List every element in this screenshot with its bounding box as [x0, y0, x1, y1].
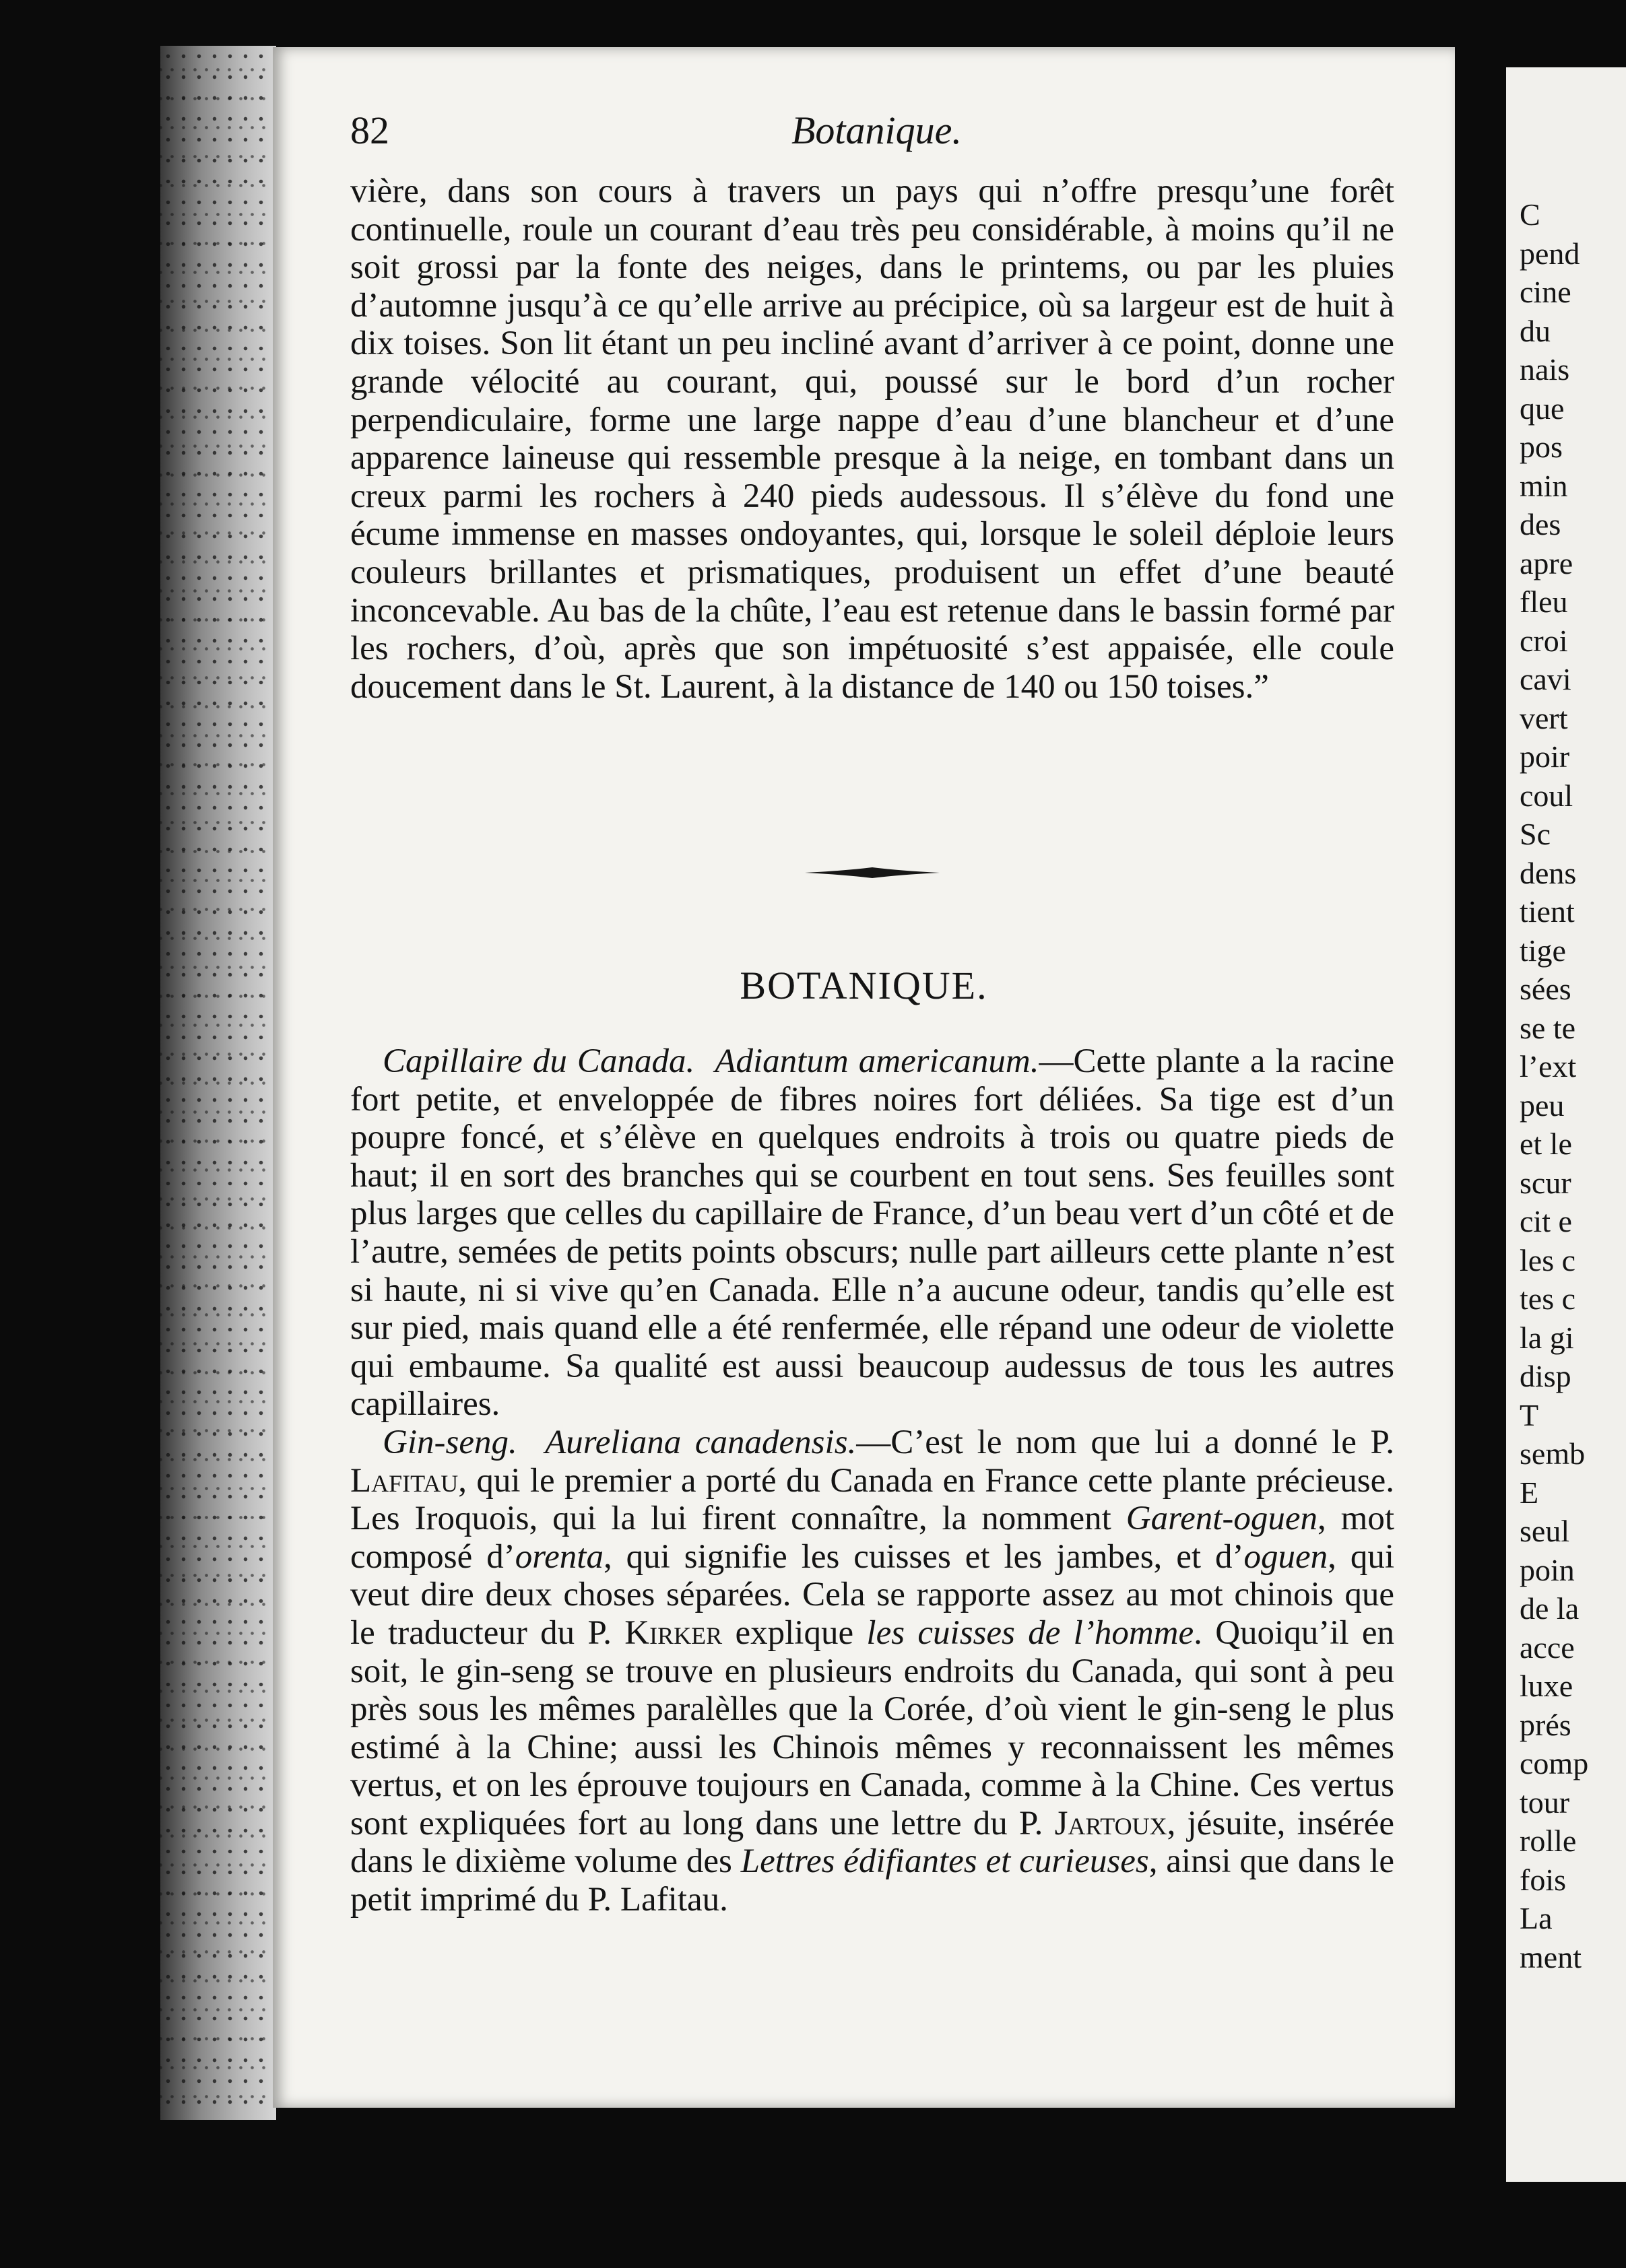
facing-page-fragment: et le	[1520, 1127, 1572, 1161]
person-name: Kirker	[624, 1613, 723, 1652]
italic-term: Lettres édifiantes et curieuses	[740, 1842, 1149, 1881]
facing-page-fragment: E	[1520, 1475, 1539, 1510]
facing-page-fragment: sées	[1520, 972, 1571, 1006]
facing-page-fragment: tour	[1520, 1785, 1570, 1820]
facing-page-fragment: peu	[1520, 1088, 1565, 1123]
facing-page-fragment: cine	[1520, 275, 1571, 309]
entry-common-name: Gin-seng.	[383, 1423, 517, 1461]
facing-page-fragment: scur	[1520, 1165, 1571, 1200]
entry-common-name: Capillaire du Canada.	[383, 1042, 695, 1080]
facing-page-fragment: vert	[1520, 700, 1568, 735]
section-separator-ornament	[805, 865, 940, 881]
botanical-entries	[350, 1042, 1394, 1919]
facing-page-fragment: comp	[1520, 1746, 1589, 1780]
italic-term: oguen	[1243, 1537, 1328, 1576]
facing-page-fragment: du	[1520, 313, 1551, 348]
facing-page-fragment: que	[1520, 391, 1565, 426]
facing-page-fragment: dens	[1520, 855, 1577, 890]
entry-text: —C’est le nom que lui a donné le P.	[856, 1423, 1395, 1461]
facing-page-fragment: tige	[1520, 933, 1566, 968]
facing-page-fragment: min	[1520, 468, 1568, 503]
facing-page-fragment: poir	[1520, 739, 1570, 774]
facing-page-fragment: cavi	[1520, 662, 1571, 696]
facing-page-fragment: poin	[1520, 1552, 1575, 1587]
entry-latin-name: Adiantum americanum.	[715, 1042, 1039, 1080]
entry-text: , ainsi que dans le petit imprimé du P. Lafitau.	[350, 1842, 1395, 1919]
continuation-text: vière, dans son cours à travers un pays qui n’offre presqu’une forêt continuelle, roule un courant d’eau très peu considérable, à moins qu’il ne soit grossi par la fonte des neiges, dans le printems, ou par les pluies d’automne jusqu’à ce qu’elle arrive au précipice, où sa largeur est de huit à dix toises. Son lit étant un peu incliné avant d’arriver à ce point, donne une grande vélocité au courant, qui, poussé sur le bord d’un rocher perpendiculaire, forme une large nappe d’eau d’une blancheur et d’une apparence laineuse qui ressemble presque à la neige, en tombant dans un creux parmi les rochers à 240 pieds audessous. Il s’élève du fond une écume immense en masses ondoyantes, qui, lorsque le soleil déploie leurs couleurs brillantes et prismatiques, produisent un effet d’une beauté inconcevable. Au bas de la chûte, l’eau est retenue dans le bassin formé par les rochers, d’où, après que son impétuosité s’est appaisée, elle coule doucement dans le St. Laurent, à la distance de 140 ou 150 toises.”	[350, 172, 1394, 706]
facing-page-fragment: croi	[1520, 623, 1568, 658]
entry-text: , qui le premier a porté du Canada en France cette plante précieuse. Les Iroquois, qui la lui firent connaître, la nomment	[350, 1461, 1394, 1538]
facing-page-fragment: coul	[1520, 778, 1573, 813]
facing-page-fragment: fois	[1520, 1862, 1566, 1897]
facing-page-fragment: nais	[1520, 352, 1570, 387]
entry-latin-name: Aureliana canadensis.	[545, 1423, 857, 1461]
entry-text: , jésuite, insérée dans le dixième volume des	[350, 1804, 1394, 1881]
facing-page-fragment: acce	[1520, 1630, 1575, 1665]
page-number: 82	[350, 108, 389, 152]
running-title: Botanique.	[791, 108, 962, 152]
facing-page-fragment: La	[1520, 1901, 1553, 1935]
entry-capillaire	[350, 1042, 1394, 1424]
facing-page-fragment: seul	[1520, 1514, 1570, 1548]
entry-text: , qui signifie les cuisses et les jambes, et d’	[603, 1537, 1244, 1576]
entry-text: —Cette plante a la racine fort petite, et enveloppée de fibres noires fort déliées. Sa tige est d’un poupre foncé, et s’élève en quelques endroits à trois ou quatre pieds de haut; il en sort des branches qui se courbent en tout sens. Ses feuilles sont plus larges que celles du capillaire de France, d’un beau vert d’un côté et de l’autre, semées de petits points obscurs; nulle part ailleurs cette plante n’est si haute, ni si vive qu’en Canada. Elle n’a aucune odeur, tandis qu’elle est sur pied, mais quand elle a été renfermée, elle répand une odeur de violette qui embaume. Sa qualité est aussi beaucoup audessus de tous les autres capillaires.	[350, 1042, 1395, 1424]
italic-term: les cuisses de l’homme	[866, 1613, 1194, 1652]
facing-page-fragment: tient	[1520, 894, 1575, 929]
facing-page-fragment: de la	[1520, 1591, 1580, 1626]
facing-page-fragment: disp	[1520, 1359, 1571, 1393]
facing-page-edge	[1506, 67, 1626, 2182]
continuation-paragraph	[350, 172, 1394, 706]
facing-page-fragment: prés	[1520, 1707, 1571, 1742]
facing-page-fragment: pend	[1520, 236, 1580, 271]
facing-page-fragment: se te	[1520, 1010, 1576, 1045]
section-heading: BOTANIQUE.	[740, 964, 988, 1007]
facing-page-fragment: tes c	[1520, 1281, 1576, 1316]
entry-text: explique	[735, 1613, 854, 1652]
book-spine-edge	[160, 46, 276, 2120]
italic-term: Garent-oguen	[1126, 1500, 1318, 1538]
facing-page-fragment: Sc	[1520, 817, 1551, 851]
facing-page-fragment: l’ext	[1520, 1049, 1577, 1083]
facing-page-fragment: fleu	[1520, 585, 1568, 619]
foxing-spots	[160, 46, 276, 2120]
italic-term: orenta	[515, 1537, 604, 1576]
facing-page-fragment: les c	[1520, 1242, 1576, 1277]
facing-page-fragment: cit e	[1520, 1204, 1572, 1238]
facing-page-fragment: pos	[1520, 430, 1563, 464]
entry-text: , qui veut dire deux choses séparées. Cela se rapporte assez au mot chinois que le traducteur du P.	[350, 1537, 1394, 1652]
facing-page-fragment: la gi	[1520, 1320, 1574, 1355]
facing-page-fragment: T	[1520, 1397, 1539, 1432]
entry-text: , mot composé d’	[350, 1500, 1395, 1576]
entry-text: . Quoiqu’il en soit, le gin-seng se trouve en plusieurs endroits du Canada, qui sont à peu près sous les mêmes paralèlles que la Corée, d’où vient le gin-seng le plus estimé à la Chine; aussi les Chinois mêmes y reconnaissent les mêmes vertus, et on les éprouve toujours en Canada, comme à la Chine. Ces vertus sont expliquées fort au long dans une lettre du P.	[350, 1613, 1394, 1842]
left-page	[273, 47, 1455, 2108]
facing-page-fragment: ment	[1520, 1939, 1582, 1974]
facing-page-fragment: rolle	[1520, 1824, 1577, 1858]
person-name: Jartoux	[1054, 1804, 1167, 1842]
entry-gin-seng	[350, 1424, 1394, 1919]
facing-page-fragment: luxe	[1520, 1669, 1573, 1703]
facing-page-fragment: C	[1520, 197, 1540, 232]
facing-page-fragment: apre	[1520, 545, 1573, 580]
facing-page-fragment: semb	[1520, 1436, 1586, 1471]
person-name: Lafitau	[350, 1461, 459, 1500]
facing-page-fragment: des	[1520, 507, 1561, 541]
page-header	[350, 108, 1394, 162]
